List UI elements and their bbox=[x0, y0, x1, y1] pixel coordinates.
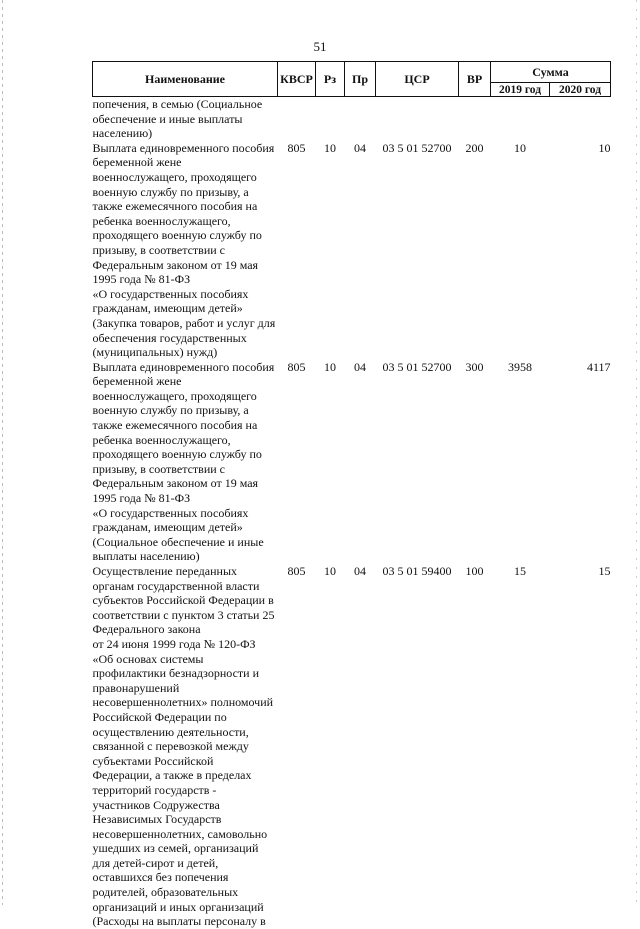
table-row bbox=[93, 97, 611, 141]
header-pr: Пр bbox=[345, 62, 376, 97]
row-pr: 04 bbox=[354, 359, 366, 374]
row-name: Выплата единовременного пособия беременной жене военнослужащего, проходящего военную службу по призыву, а также ежемесячного пособия на ребенка военнослужащего, проходящего военную службу по призыву, в соответствии с Федеральным законом от 19 мая 1995 года № 81-ФЗ «О государственных пособиях гражданам, имеющим детей» (Закупка товаров, работ и услуг для обеспечения государственных (муниципальных) нужд) bbox=[92, 140, 276, 360]
row-sum-2020: 15 bbox=[598, 564, 611, 578]
row-csr: 03 5 01 59400 bbox=[382, 564, 452, 578]
header-year-2020: 2020 год bbox=[550, 83, 611, 97]
table-row bbox=[93, 564, 611, 929]
row-sum-2020: 10 bbox=[598, 140, 611, 155]
row-rz: 10 bbox=[324, 140, 336, 155]
row-csr: 03 5 01 52700 bbox=[382, 140, 452, 155]
header-name: Наименование bbox=[93, 62, 278, 97]
row-name: Выплата единовременного пособия беременной жене военнослужащего, проходящего военную службу по призыву, а также ежемесячного пособия на ребенка военнослужащего, проходящего военную службу по призыву, в соответствии с Федеральным законом от 19 мая 1995 года № 81-ФЗ «О государственных пособиях гражданам, имеющим детей» (Социальное обеспечение и иные выплаты населению) bbox=[92, 359, 275, 564]
row-pr bbox=[345, 97, 376, 141]
row-sum-2019 bbox=[491, 97, 550, 141]
row-vr: 200 bbox=[465, 140, 484, 155]
row-vr bbox=[459, 97, 491, 141]
row-vr: 300 bbox=[465, 359, 484, 374]
header-year-2019: 2019 год bbox=[491, 83, 550, 97]
row-rz: 10 bbox=[324, 564, 336, 578]
row-kvsr: 805 bbox=[287, 564, 306, 578]
budget-table bbox=[92, 61, 611, 929]
row-name-cell bbox=[93, 97, 278, 141]
row-rz bbox=[316, 97, 345, 141]
header-kvsr: КВСР bbox=[278, 62, 316, 97]
row-sum-2019: 15 bbox=[514, 564, 526, 578]
row-name: Осуществление переданных органам государственной власти субъектов Российской Федерации в соответствии с пунктом 3 статьи 25 Федерального закона от 24 июня 1999 года № 120-ФЗ «Об основах системы профилактики безнадзорности и правонарушений несовершеннолетних» полномочий Российской Федерации по осуществлению деятельности, связанной с перевозкой между субъектами Российской Федерации, а также в пределах территорий государств - участников Содружества Независимых Государств несовершеннолетних, самовольно ушедших из семей, организаций для детей-сирот и детей, оставшихся без попечения родителей, образовательных организаций и иных организаций (Расходы на выплаты персоналу в bbox=[92, 564, 275, 929]
header-rz: Рз bbox=[316, 62, 345, 97]
scan-edge-left bbox=[2, 0, 3, 905]
row-sum-2019: 10 bbox=[514, 140, 526, 155]
row-csr: 03 5 01 52700 bbox=[382, 359, 452, 374]
row-kvsr: 805 bbox=[287, 359, 306, 374]
table-row bbox=[93, 141, 611, 360]
row-name-cell bbox=[93, 564, 278, 929]
row-kvsr: 805 bbox=[287, 140, 306, 155]
header-vr: ВР bbox=[459, 62, 491, 97]
row-rz: 10 bbox=[324, 359, 336, 374]
row-pr: 04 bbox=[354, 140, 366, 155]
row-sum-2020: 4117 bbox=[586, 359, 611, 374]
row-pr: 04 bbox=[354, 564, 366, 578]
row-kvsr bbox=[278, 97, 316, 141]
row-vr: 100 bbox=[465, 564, 484, 578]
page-number: 51 bbox=[313, 39, 327, 54]
row-name: попечения, в семью (Социальное обеспечение и иные выплаты населению) bbox=[92, 97, 263, 141]
row-sum-2019: 3958 bbox=[508, 359, 532, 374]
header-csr: ЦСР bbox=[376, 62, 459, 97]
row-name-cell bbox=[93, 360, 278, 564]
table-row bbox=[93, 360, 611, 564]
header-sum: Сумма bbox=[491, 62, 611, 83]
scan-edge-right bbox=[636, 0, 637, 905]
row-name-cell bbox=[93, 141, 278, 360]
row-csr bbox=[376, 97, 459, 141]
row-sum-2020 bbox=[550, 97, 611, 141]
